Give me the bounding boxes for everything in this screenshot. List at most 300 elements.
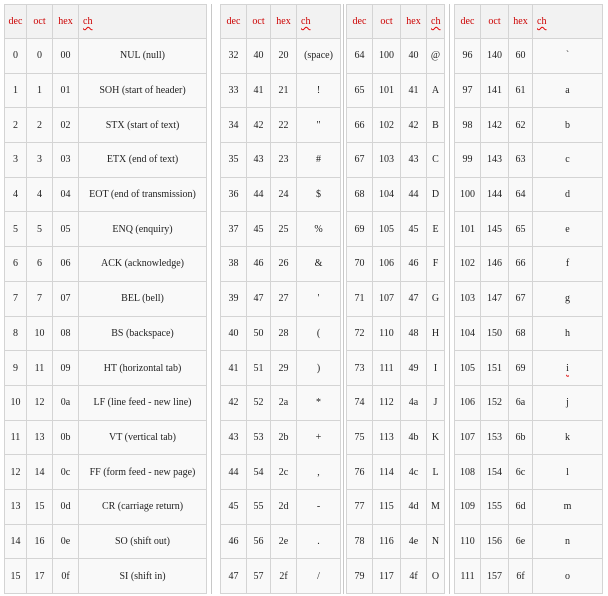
cell-hex: 45 [401, 212, 427, 247]
table-row [455, 177, 603, 212]
cell-hex: 4f [401, 559, 427, 594]
cell-ch: ACK (acknowledge) [79, 247, 207, 282]
cell-oct: 141 [481, 73, 509, 108]
cell-ch: SOH (start of header) [79, 73, 207, 108]
cell-hex: 66 [509, 247, 533, 282]
cell-dec: 2 [5, 108, 27, 143]
cell-oct: 10 [27, 316, 53, 351]
cell-dec: 110 [455, 524, 481, 559]
table-row [221, 455, 341, 490]
ascii-panel-control [4, 4, 207, 594]
panel-separator [211, 4, 212, 594]
cell-ch: O [427, 559, 445, 594]
cell-hex: 4b [401, 420, 427, 455]
cell-ch: k [533, 420, 603, 455]
cell-oct: 154 [481, 455, 509, 490]
cell-ch: # [297, 143, 341, 178]
cell-ch: VT (vertical tab) [79, 420, 207, 455]
table-row [5, 455, 207, 490]
table-row [221, 524, 341, 559]
cell-ch: + [297, 420, 341, 455]
ascii-panel-punctuation [220, 4, 341, 594]
table-row [347, 177, 445, 212]
table-row [221, 73, 341, 108]
table-row [347, 73, 445, 108]
cell-dec: 10 [5, 385, 27, 420]
cell-oct: 50 [247, 316, 271, 351]
col-header-ch: ch [297, 5, 341, 39]
cell-dec: 109 [455, 489, 481, 524]
table-row [347, 212, 445, 247]
cell-oct: 114 [373, 455, 401, 490]
table-row [5, 212, 207, 247]
cell-hex: 0b [53, 420, 79, 455]
cell-dec: 3 [5, 143, 27, 178]
cell-dec: 32 [221, 39, 247, 74]
cell-hex: 22 [271, 108, 297, 143]
cell-hex: 0a [53, 385, 79, 420]
cell-hex: 20 [271, 39, 297, 74]
cell-oct: 15 [27, 489, 53, 524]
cell-oct: 107 [373, 281, 401, 316]
cell-ch: STX (start of text) [79, 108, 207, 143]
cell-dec: 71 [347, 281, 373, 316]
table-row [221, 420, 341, 455]
cell-oct: 42 [247, 108, 271, 143]
cell-dec: 69 [347, 212, 373, 247]
cell-hex: 43 [401, 143, 427, 178]
header-row [221, 5, 341, 39]
cell-ch: e [533, 212, 603, 247]
cell-oct: 110 [373, 316, 401, 351]
cell-ch: E [427, 212, 445, 247]
cell-dec: 106 [455, 385, 481, 420]
cell-hex: 0c [53, 455, 79, 490]
ascii-panel-lowercase [454, 4, 603, 594]
cell-oct: 146 [481, 247, 509, 282]
table-row [5, 39, 207, 74]
table-row [221, 316, 341, 351]
cell-oct: 13 [27, 420, 53, 455]
cell-ch: g [533, 281, 603, 316]
cell-oct: 3 [27, 143, 53, 178]
cell-dec: 103 [455, 281, 481, 316]
col-header-ch: ch [427, 5, 445, 39]
table-row [347, 39, 445, 74]
cell-hex: 07 [53, 281, 79, 316]
cell-ch: G [427, 281, 445, 316]
cell-hex: 6a [509, 385, 533, 420]
col-header-hex: hex [53, 5, 79, 39]
cell-oct: 51 [247, 351, 271, 386]
cell-hex: 0d [53, 489, 79, 524]
cell-dec: 5 [5, 212, 27, 247]
table-row [455, 420, 603, 455]
table-row [5, 385, 207, 420]
cell-hex: 03 [53, 143, 79, 178]
cell-dec: 9 [5, 351, 27, 386]
cell-dec: 36 [221, 177, 247, 212]
cell-ch: I [427, 351, 445, 386]
cell-hex: 00 [53, 39, 79, 74]
cell-hex: 0e [53, 524, 79, 559]
cell-hex: 04 [53, 177, 79, 212]
cell-oct: 105 [373, 212, 401, 247]
cell-hex: 6e [509, 524, 533, 559]
cell-ch: F [427, 247, 445, 282]
cell-oct: 115 [373, 489, 401, 524]
cell-oct: 47 [247, 281, 271, 316]
cell-ch: BS (backspace) [79, 316, 207, 351]
table-row [221, 177, 341, 212]
cell-ch: L [427, 455, 445, 490]
ascii-table [346, 4, 445, 594]
table-row [221, 143, 341, 178]
cell-oct: 104 [373, 177, 401, 212]
table-row [5, 351, 207, 386]
cell-ch: m [533, 489, 603, 524]
cell-ch: c [533, 143, 603, 178]
cell-hex: 6c [509, 455, 533, 490]
cell-hex: 26 [271, 247, 297, 282]
col-header-dec: dec [221, 5, 247, 39]
header-row [5, 5, 207, 39]
cell-dec: 76 [347, 455, 373, 490]
cell-hex: 2f [271, 559, 297, 594]
cell-oct: 100 [373, 39, 401, 74]
cell-dec: 77 [347, 489, 373, 524]
cell-hex: 08 [53, 316, 79, 351]
cell-dec: 111 [455, 559, 481, 594]
cell-dec: 65 [347, 73, 373, 108]
cell-ch: f [533, 247, 603, 282]
table-row [5, 177, 207, 212]
cell-oct: 101 [373, 73, 401, 108]
cell-hex: 29 [271, 351, 297, 386]
ascii-table [454, 4, 603, 594]
cell-ch: ( [297, 316, 341, 351]
cell-hex: 41 [401, 73, 427, 108]
cell-hex: 63 [509, 143, 533, 178]
cell-ch [533, 351, 603, 386]
table-row [347, 316, 445, 351]
cell-dec: 41 [221, 351, 247, 386]
cell-oct: 12 [27, 385, 53, 420]
cell-oct: 102 [373, 108, 401, 143]
table-row [455, 455, 603, 490]
col-header-oct: oct [373, 5, 401, 39]
table-row [455, 385, 603, 420]
cell-dec: 34 [221, 108, 247, 143]
table-row [5, 108, 207, 143]
cell-ch: d [533, 177, 603, 212]
cell-oct: 11 [27, 351, 53, 386]
table-row [5, 489, 207, 524]
cell-oct: 6 [27, 247, 53, 282]
cell-hex: 62 [509, 108, 533, 143]
cell-oct: 40 [247, 39, 271, 74]
cell-hex: 67 [509, 281, 533, 316]
col-header-oct: oct [247, 5, 271, 39]
cell-ch: SO (shift out) [79, 524, 207, 559]
cell-dec: 7 [5, 281, 27, 316]
cell-ch: @ [427, 39, 445, 74]
cell-dec: 1 [5, 73, 27, 108]
cell-ch: HT (horizontal tab) [79, 351, 207, 386]
cell-ch: N [427, 524, 445, 559]
cell-hex: 44 [401, 177, 427, 212]
cell-oct: 112 [373, 385, 401, 420]
cell-oct: 44 [247, 177, 271, 212]
cell-ch: BEL (bell) [79, 281, 207, 316]
header-row [455, 5, 603, 39]
cell-ch: ` [533, 39, 603, 74]
cell-dec: 14 [5, 524, 27, 559]
cell-oct: 55 [247, 489, 271, 524]
cell-dec: 33 [221, 73, 247, 108]
cell-dec: 40 [221, 316, 247, 351]
cell-hex: 68 [509, 316, 533, 351]
cell-dec: 75 [347, 420, 373, 455]
cell-oct: 152 [481, 385, 509, 420]
cell-oct: 46 [247, 247, 271, 282]
cell-ch: D [427, 177, 445, 212]
cell-oct: 52 [247, 385, 271, 420]
cell-oct: 157 [481, 559, 509, 594]
cell-dec: 12 [5, 455, 27, 490]
cell-ch: a [533, 73, 603, 108]
cell-ch: C [427, 143, 445, 178]
cell-dec: 99 [455, 143, 481, 178]
cell-hex: 64 [509, 177, 533, 212]
col-header-ch: ch [533, 5, 603, 39]
cell-hex: 2b [271, 420, 297, 455]
table-row [221, 351, 341, 386]
cell-dec: 79 [347, 559, 373, 594]
cell-hex: 48 [401, 316, 427, 351]
cell-dec: 97 [455, 73, 481, 108]
cell-oct: 147 [481, 281, 509, 316]
cell-oct: 7 [27, 281, 53, 316]
table-row [221, 281, 341, 316]
cell-oct: 4 [27, 177, 53, 212]
cell-hex: 6d [509, 489, 533, 524]
cell-ch: M [427, 489, 445, 524]
cell-dec: 104 [455, 316, 481, 351]
table-row [221, 39, 341, 74]
cell-ch: ! [297, 73, 341, 108]
table-row [347, 559, 445, 594]
ascii-panel-uppercase [346, 4, 445, 594]
table-row [221, 247, 341, 282]
table-row [455, 143, 603, 178]
cell-hex: 2c [271, 455, 297, 490]
table-row [455, 351, 603, 386]
cell-dec: 70 [347, 247, 373, 282]
cell-hex: 05 [53, 212, 79, 247]
panel-separator [449, 4, 450, 594]
cell-dec: 107 [455, 420, 481, 455]
cell-hex: 47 [401, 281, 427, 316]
table-row [347, 351, 445, 386]
cell-hex: 0f [53, 559, 79, 594]
col-header-dec: dec [455, 5, 481, 39]
cell-hex: 49 [401, 351, 427, 386]
cell-ch: ENQ (enquiry) [79, 212, 207, 247]
cell-oct: 143 [481, 143, 509, 178]
cell-ch: SI (shift in) [79, 559, 207, 594]
table-row [347, 524, 445, 559]
table-row [455, 559, 603, 594]
cell-oct: 116 [373, 524, 401, 559]
cell-ch: h [533, 316, 603, 351]
table-row [347, 281, 445, 316]
cell-ch: " [297, 108, 341, 143]
table-row [5, 420, 207, 455]
cell-hex: 09 [53, 351, 79, 386]
cell-hex: 61 [509, 73, 533, 108]
cell-hex: 23 [271, 143, 297, 178]
cell-dec: 39 [221, 281, 247, 316]
cell-ch: ) [297, 351, 341, 386]
panel-separator [343, 4, 344, 594]
col-header-hex: hex [271, 5, 297, 39]
cell-hex: 24 [271, 177, 297, 212]
cell-hex: 4d [401, 489, 427, 524]
cell-dec: 108 [455, 455, 481, 490]
col-header-oct: oct [27, 5, 53, 39]
cell-dec: 101 [455, 212, 481, 247]
cell-hex: 40 [401, 39, 427, 74]
cell-ch: ETX (end of text) [79, 143, 207, 178]
cell-dec: 68 [347, 177, 373, 212]
cell-dec: 15 [5, 559, 27, 594]
cell-ch: FF (form feed - new page) [79, 455, 207, 490]
cell-ch: A [427, 73, 445, 108]
cell-ch: (space) [297, 39, 341, 74]
cell-dec: 100 [455, 177, 481, 212]
cell-dec: 47 [221, 559, 247, 594]
cell-hex: 21 [271, 73, 297, 108]
table-row [5, 281, 207, 316]
cell-ch: B [427, 108, 445, 143]
cell-oct: 45 [247, 212, 271, 247]
cell-dec: 66 [347, 108, 373, 143]
cell-ch: J [427, 385, 445, 420]
cell-dec: 78 [347, 524, 373, 559]
cell-oct: 142 [481, 108, 509, 143]
table-row [221, 212, 341, 247]
cell-ch: , [297, 455, 341, 490]
table-row [455, 489, 603, 524]
cell-ch: EOT (end of transmission) [79, 177, 207, 212]
cell-ch: ' [297, 281, 341, 316]
cell-oct: 56 [247, 524, 271, 559]
table-row [455, 524, 603, 559]
cell-dec: 11 [5, 420, 27, 455]
cell-ch: $ [297, 177, 341, 212]
cell-hex: 42 [401, 108, 427, 143]
cell-oct: 144 [481, 177, 509, 212]
cell-dec: 98 [455, 108, 481, 143]
cell-hex: 6b [509, 420, 533, 455]
col-header-hex: hex [401, 5, 427, 39]
table-row [347, 420, 445, 455]
table-row [5, 524, 207, 559]
table-row [221, 489, 341, 524]
cell-ch: CR (carriage return) [79, 489, 207, 524]
cell-dec: 46 [221, 524, 247, 559]
cell-ch: l [533, 455, 603, 490]
cell-dec: 35 [221, 143, 247, 178]
table-row [455, 247, 603, 282]
col-header-hex: hex [509, 5, 533, 39]
table-row [347, 247, 445, 282]
cell-dec: 102 [455, 247, 481, 282]
cell-hex: 4e [401, 524, 427, 559]
cell-oct: 117 [373, 559, 401, 594]
cell-dec: 105 [455, 351, 481, 386]
table-row [347, 489, 445, 524]
cell-dec: 73 [347, 351, 373, 386]
table-row [455, 73, 603, 108]
cell-dec: 44 [221, 455, 247, 490]
cell-hex: 27 [271, 281, 297, 316]
cell-dec: 0 [5, 39, 27, 74]
table-row [455, 281, 603, 316]
table-row [347, 385, 445, 420]
cell-dec: 6 [5, 247, 27, 282]
cell-ch: n [533, 524, 603, 559]
col-header-ch: ch [79, 5, 207, 39]
table-row [5, 143, 207, 178]
cell-dec: 42 [221, 385, 247, 420]
table-row [221, 559, 341, 594]
table-row [221, 385, 341, 420]
table-row [455, 316, 603, 351]
cell-hex: 2d [271, 489, 297, 524]
cell-hex: 2e [271, 524, 297, 559]
cell-dec: 96 [455, 39, 481, 74]
cell-oct: 150 [481, 316, 509, 351]
cell-ch: H [427, 316, 445, 351]
col-header-oct: oct [481, 5, 509, 39]
cell-oct: 41 [247, 73, 271, 108]
cell-hex: 4c [401, 455, 427, 490]
cell-oct: 111 [373, 351, 401, 386]
cell-hex: 69 [509, 351, 533, 386]
table-row [347, 108, 445, 143]
cell-dec: 13 [5, 489, 27, 524]
cell-dec: 45 [221, 489, 247, 524]
cell-hex: 65 [509, 212, 533, 247]
col-header-dec: dec [347, 5, 373, 39]
cell-dec: 8 [5, 316, 27, 351]
cell-ch: K [427, 420, 445, 455]
cell-hex: 4a [401, 385, 427, 420]
cell-ch: o [533, 559, 603, 594]
cell-oct: 2 [27, 108, 53, 143]
cell-hex: 06 [53, 247, 79, 282]
table-row [5, 316, 207, 351]
cell-hex: 46 [401, 247, 427, 282]
header-row [347, 5, 445, 39]
cell-oct: 5 [27, 212, 53, 247]
cell-oct: 53 [247, 420, 271, 455]
cell-oct: 43 [247, 143, 271, 178]
cell-ch-text: i [566, 362, 569, 374]
table-row [455, 212, 603, 247]
